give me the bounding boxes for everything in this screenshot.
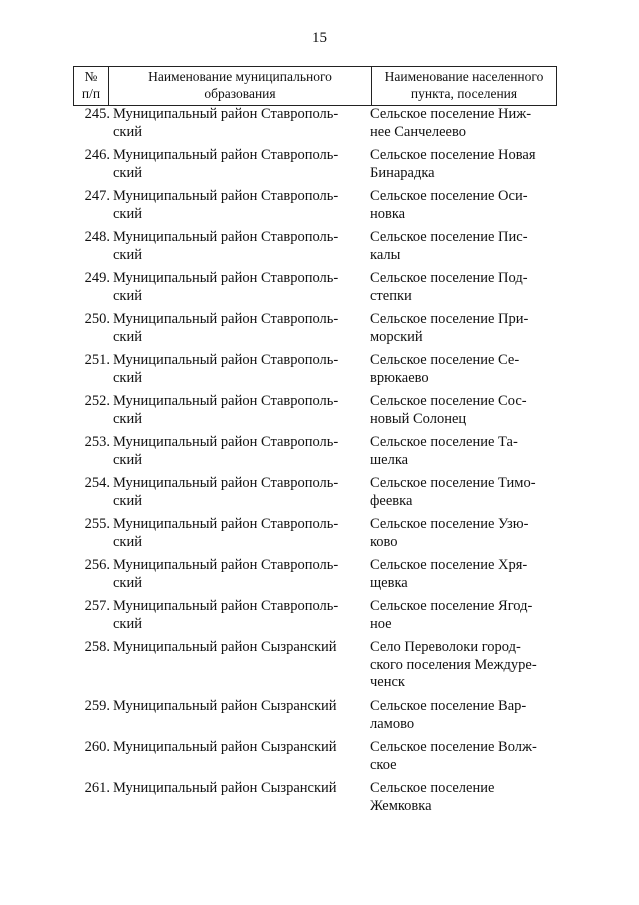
row-settlement: Сельское поселение Новая Бинарадка [370,147,536,181]
row-number: 247. [84,188,110,204]
table-row [73,557,557,598]
row-settlement: Сельское поселение Та- шелка [370,434,518,468]
row-settlement: Сельское поселение Волж- ское [370,739,537,773]
header-number: № п/п [73,67,109,105]
row-municipality: Муниципальный район Сызранский [113,698,337,714]
table-row [73,780,557,821]
row-municipality: Муниципальный район Сызранский [113,639,337,655]
row-settlement: Сельское поселение Тимо- феевка [370,475,536,509]
row-settlement: Сельское поселение Ниж- нее Санчелеево [370,106,532,140]
table-row [73,106,557,147]
row-number: 256. [84,557,110,573]
row-settlement: Сельское поселение Се- врюкаево [370,352,520,386]
table-row [73,393,557,434]
table-body [73,106,557,821]
row-municipality: Муниципальный район Ставрополь- ский [113,516,339,550]
row-settlement: Сельское поселение Сос- новый Солонец [370,393,527,427]
row-municipality: Муниципальный район Сызранский [113,739,337,755]
row-number: 257. [84,598,110,614]
page-number: 15 [312,30,327,46]
row-number: 248. [84,229,110,245]
table-row [73,311,557,352]
table-row [73,739,557,780]
table-row [73,639,557,698]
row-settlement: Сельское поселение Пис- калы [370,229,528,263]
row-municipality: Муниципальный район Ставрополь- ский [113,147,339,181]
row-settlement: Сельское поселение Жемковка [370,780,495,814]
row-settlement: Сельское поселение Под- степки [370,270,528,304]
header-municipality: Наименование муниципального образования [148,69,332,101]
row-number: 258. [84,639,110,655]
table-row [73,352,557,393]
row-settlement: Сельское поселение Вар- ламово [370,698,527,732]
row-municipality: Муниципальный район Сызранский [113,780,337,796]
table-row [73,188,557,229]
row-municipality: Муниципальный район Ставрополь- ский [113,598,339,632]
row-settlement: Сельское поселение Ягод- ное [370,598,533,632]
table-row [73,270,557,311]
row-number: 245. [84,106,110,122]
table-header [73,66,557,106]
row-municipality: Муниципальный район Ставрополь- ский [113,393,339,427]
row-number: 260. [84,739,110,755]
table-row [73,229,557,270]
row-municipality: Муниципальный район Ставрополь- ский [113,270,339,304]
row-municipality: Муниципальный район Ставрополь- ский [113,229,339,263]
table-row [73,698,557,739]
row-municipality: Муниципальный район Ставрополь- ский [113,311,339,345]
row-number: 252. [84,393,110,409]
row-municipality: Муниципальный район Ставрополь- ский [113,106,339,140]
row-settlement: Сельское поселение Узю- ково [370,516,529,550]
table-row [73,516,557,557]
table-row [73,434,557,475]
row-number: 255. [84,516,110,532]
row-municipality: Муниципальный район Ставрополь- ский [113,475,339,509]
row-municipality: Муниципальный район Ставрополь- ский [113,352,339,386]
row-number: 250. [84,311,110,327]
table-row [73,598,557,639]
row-municipality: Муниципальный район Ставрополь- ский [113,434,339,468]
row-number: 254. [84,475,110,491]
row-municipality: Муниципальный район Ставрополь- ский [113,557,339,591]
row-number: 261. [84,780,110,796]
table-row [73,475,557,516]
settlements-table [73,66,557,821]
row-settlement: Село Переволоки город- ского поселения Междуре- ченск [370,639,537,690]
row-settlement: Сельское поселение Хря- щевка [370,557,528,591]
table-row [73,147,557,188]
row-number: 249. [84,270,110,286]
row-number: 246. [84,147,110,163]
row-number: 259. [84,698,110,714]
header-settlement: Наименование населенного пункта, поселения [371,67,557,105]
row-settlement: Сельское поселение Оси- новка [370,188,528,222]
row-number: 251. [84,352,110,368]
row-settlement: Сельское поселение При- морский [370,311,529,345]
row-municipality: Муниципальный район Ставрополь- ский [113,188,339,222]
row-number: 253. [84,434,110,450]
